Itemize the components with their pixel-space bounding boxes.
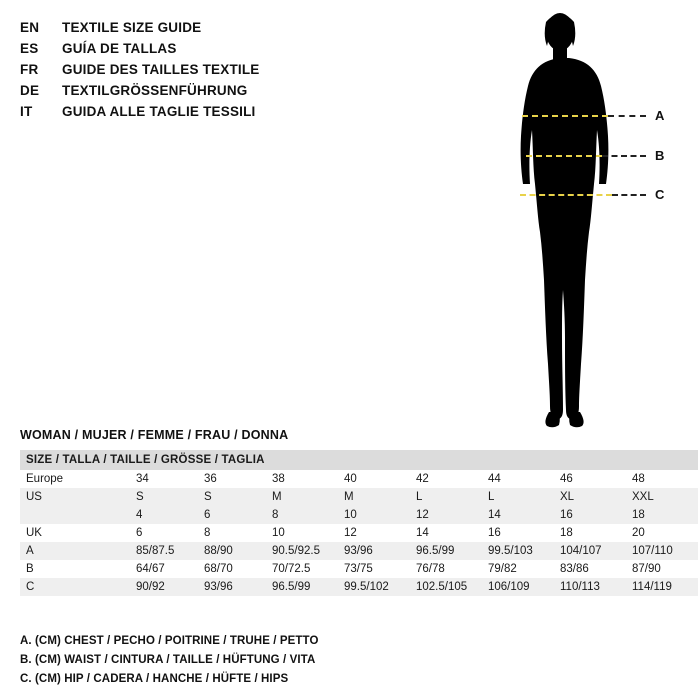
table-header-label: SIZE / TALLA / TAILLE / GRÖSSE / TAGLIA bbox=[20, 450, 698, 470]
cell: 12 bbox=[410, 506, 482, 524]
cell: 104/107 bbox=[554, 542, 626, 560]
cell: 114/119 bbox=[626, 578, 698, 596]
note-chest: A. (CM) CHEST / PECHO / POITRINE / TRUHE / PETTO bbox=[20, 635, 319, 647]
cell: 8 bbox=[266, 506, 338, 524]
cell: 88/90 bbox=[198, 542, 266, 560]
measurement-notes bbox=[20, 632, 680, 689]
cell: 96.5/99 bbox=[266, 578, 338, 596]
table-row bbox=[20, 506, 698, 524]
cell: M bbox=[338, 488, 410, 506]
cell: 83/86 bbox=[554, 560, 626, 578]
row-label: US bbox=[20, 488, 130, 506]
language-title: GUÍA DE TALLAS bbox=[62, 41, 177, 56]
cell: S bbox=[130, 488, 198, 506]
language-title: GUIDE DES TAILLES TEXTILE bbox=[62, 62, 260, 77]
table-row bbox=[20, 578, 698, 596]
cell: 90/92 bbox=[130, 578, 198, 596]
cell: 6 bbox=[198, 506, 266, 524]
cell: 76/78 bbox=[410, 560, 482, 578]
cell: 14 bbox=[410, 524, 482, 542]
cell: 44 bbox=[482, 470, 554, 488]
cell: L bbox=[410, 488, 482, 506]
cell: 42 bbox=[410, 470, 482, 488]
cell: 16 bbox=[482, 524, 554, 542]
chest-measure-label: A bbox=[655, 108, 665, 123]
cell: 46 bbox=[554, 470, 626, 488]
cell: 6 bbox=[130, 524, 198, 542]
cell: L bbox=[482, 488, 554, 506]
cell: 14 bbox=[482, 506, 554, 524]
table-row bbox=[20, 488, 698, 506]
cell: 18 bbox=[626, 506, 698, 524]
cell: 16 bbox=[554, 506, 626, 524]
cell: 40 bbox=[338, 470, 410, 488]
row-label: UK bbox=[20, 524, 130, 542]
row-label: C bbox=[20, 578, 130, 596]
cell: XXL bbox=[626, 488, 698, 506]
cell: 68/70 bbox=[198, 560, 266, 578]
size-table-area bbox=[20, 428, 680, 596]
cell: 87/90 bbox=[626, 560, 698, 578]
cell: 79/82 bbox=[482, 560, 554, 578]
language-code: EN bbox=[20, 20, 40, 35]
hip-measure-label: C bbox=[655, 187, 665, 202]
language-title: TEXTILE SIZE GUIDE bbox=[62, 20, 202, 35]
cell: 64/67 bbox=[130, 560, 198, 578]
language-code: FR bbox=[20, 62, 39, 77]
size-table bbox=[20, 450, 698, 596]
hip-leader-line bbox=[612, 194, 646, 196]
cell: 12 bbox=[338, 524, 410, 542]
row-label: A bbox=[20, 542, 130, 560]
cell: 10 bbox=[266, 524, 338, 542]
cell: 93/96 bbox=[198, 578, 266, 596]
row-label: Europe bbox=[20, 470, 130, 488]
language-title: TEXTILGRÖSSENFÜHRUNG bbox=[62, 83, 248, 98]
waist-measure-label: B bbox=[655, 148, 665, 163]
table-row bbox=[20, 560, 698, 578]
cell: 18 bbox=[554, 524, 626, 542]
cell: 85/87.5 bbox=[130, 542, 198, 560]
hip-measure-line bbox=[520, 194, 612, 196]
waist-measure-line bbox=[526, 155, 602, 157]
row-label bbox=[20, 506, 130, 524]
language-row bbox=[20, 20, 350, 41]
cell: 107/110 bbox=[626, 542, 698, 560]
language-title-block bbox=[20, 20, 350, 125]
cell: 99.5/103 bbox=[482, 542, 554, 560]
cell: 106/109 bbox=[482, 578, 554, 596]
language-row bbox=[20, 62, 350, 83]
cell: 70/72.5 bbox=[266, 560, 338, 578]
cell: 4 bbox=[130, 506, 198, 524]
figure-area bbox=[480, 8, 690, 438]
cell: XL bbox=[554, 488, 626, 506]
language-code: IT bbox=[20, 104, 33, 119]
table-row bbox=[20, 542, 698, 560]
female-silhouette-icon bbox=[480, 8, 690, 438]
cell: 93/96 bbox=[338, 542, 410, 560]
cell: 34 bbox=[130, 470, 198, 488]
table-header-row bbox=[20, 450, 698, 470]
chest-leader-line bbox=[608, 115, 646, 117]
language-row bbox=[20, 41, 350, 62]
cell: 36 bbox=[198, 470, 266, 488]
cell: 96.5/99 bbox=[410, 542, 482, 560]
cell: 38 bbox=[266, 470, 338, 488]
language-row bbox=[20, 104, 350, 125]
cell: 110/113 bbox=[554, 578, 626, 596]
cell: 20 bbox=[626, 524, 698, 542]
waist-leader-line bbox=[602, 155, 646, 157]
section-title: WOMAN / MUJER / FEMME / FRAU / DONNA bbox=[20, 428, 289, 442]
cell: 10 bbox=[338, 506, 410, 524]
cell: 99.5/102 bbox=[338, 578, 410, 596]
language-code: DE bbox=[20, 83, 40, 98]
chest-measure-line bbox=[522, 115, 608, 117]
table-row bbox=[20, 524, 698, 542]
cell: 73/75 bbox=[338, 560, 410, 578]
row-label: B bbox=[20, 560, 130, 578]
cell: 102.5/105 bbox=[410, 578, 482, 596]
cell: 8 bbox=[198, 524, 266, 542]
note-hip: C. (CM) HIP / CADERA / HANCHE / HÜFTE / HIPS bbox=[20, 673, 289, 685]
cell: S bbox=[198, 488, 266, 506]
cell: M bbox=[266, 488, 338, 506]
language-row bbox=[20, 83, 350, 104]
cell: 48 bbox=[626, 470, 698, 488]
language-title: GUIDA ALLE TAGLIE TESSILI bbox=[62, 104, 256, 119]
table-row bbox=[20, 470, 698, 488]
note-waist: B. (CM) WAIST / CINTURA / TAILLE / HÜFTUNG / VITA bbox=[20, 654, 316, 666]
language-code: ES bbox=[20, 41, 39, 56]
cell: 90.5/92.5 bbox=[266, 542, 338, 560]
